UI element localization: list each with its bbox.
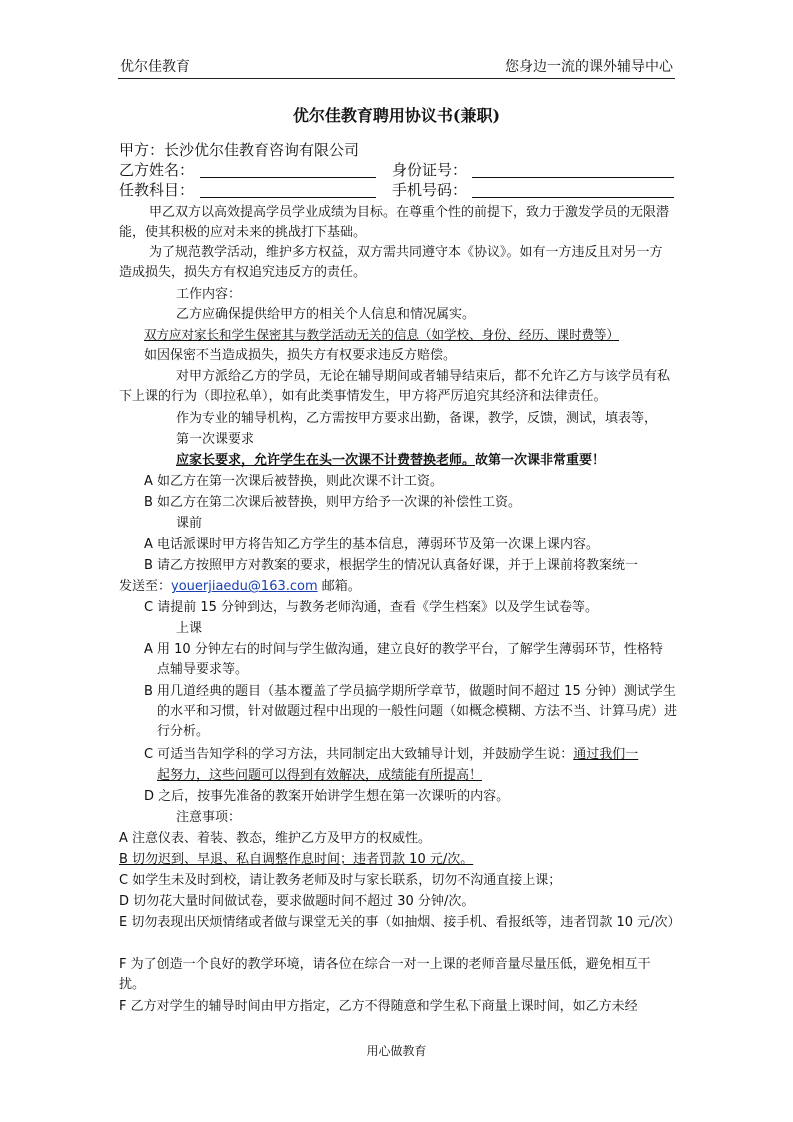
intro-paragraph-2: 为了规范教学活动，维护多方权益，双方需共同遵守本《协议》。如有一方违反且对另一方造成损失，损失方有权追究违反方的责任。 xyxy=(119,245,663,280)
in-class-title: 上课 xyxy=(176,621,203,636)
name-blank[interactable] xyxy=(200,177,376,178)
before-class-b-cont xyxy=(119,577,675,597)
in-class-d: D 之后，按事先准备的教案开始讲学生想在第一次课听的内容。 xyxy=(144,789,510,804)
first-class-note-underlined: 应家长要求，允许学生在头一次课不计费替换老师。 xyxy=(176,453,476,468)
id-blank[interactable] xyxy=(472,177,674,178)
subject-label: 任教科目： xyxy=(119,181,195,199)
id-label: 身份证号： xyxy=(392,161,468,179)
before-class-a: A 电话派课时甲方将告知乙方学生的基本信息，薄弱环节及第一次课上课内容。 xyxy=(144,537,600,552)
mailbox-suffix: 邮箱。 xyxy=(317,579,361,594)
notes-title: 注意事项： xyxy=(176,810,242,825)
work-title: 工作内容： xyxy=(176,287,242,302)
note-c: C 如学生未及时到校，请让教务老师及时与家长联系，切勿不沟通直接上课； xyxy=(119,873,562,888)
note-f: F 为了创造一个良好的教学环境，请各位在综合一对一上课的老师音量尽量压低，避免相互干扰。 xyxy=(119,957,651,992)
first-class-note xyxy=(176,451,676,471)
note-f-2: F 乙方对学生的辅导时间由甲方指定，乙方不得随意和学生私下商量上课时间，如乙方未经 xyxy=(119,999,638,1014)
first-class-b: B 如乙方在第二次课后被替换，则甲方给予一次课的补偿性工资。 xyxy=(144,495,522,510)
subject-blank[interactable] xyxy=(200,197,376,198)
in-class-a: A 用 10 分钟左右的时间与学生做沟通，建立良好的教学平台，了解学生薄弱环节，性格特点辅导要求等。 xyxy=(144,642,663,677)
note-b: B 切勿迟到、早退、私自调整作息时间；违者罚款 10 元/次。 xyxy=(119,852,474,867)
work-item-2-cont: 如因保密不当造成损失，损失方有权要求违反方赔偿。 xyxy=(144,348,457,363)
phone-blank[interactable] xyxy=(472,197,674,198)
name-label: 乙方姓名： xyxy=(119,161,195,179)
work-item-3: 对甲方派给乙方的学员，无论在辅导期间或者辅导结束后，都不允许乙方与该学员有私下上课的行为（即拉私单），如有此类事情发生，甲方将严厉追究其经济和法律责任。 xyxy=(119,369,671,404)
header-right: 您身边一流的课外辅导中心 xyxy=(505,59,673,75)
email-link[interactable]: youerjiaedu@163.com xyxy=(171,579,318,594)
note-d: D 切勿花大量时间做试卷，要求做题时间不超过 30 分钟/次。 xyxy=(119,894,475,909)
header-rule xyxy=(118,78,675,79)
in-class-c-quote-end: 起努力，这些问题可以得到有效解决，成绩能有所提高！ xyxy=(157,768,483,783)
intro-paragraph-1: 甲乙双方以高效提高学员学业成绩为目标。在尊重个性的前提下，致力于激发学员的无限潜能，使其积极的应对未来的挑战打下基础。 xyxy=(119,205,670,240)
first-class-note-rest: 故第一次课非常重要！ xyxy=(475,453,606,468)
work-item-1: 乙方应确保提供给甲方的相关个人信息和情况属实。 xyxy=(176,307,476,322)
note-a: A 注意仪表、着装、教态，维护乙方及甲方的权威性。 xyxy=(119,831,432,846)
phone-label: 手机号码： xyxy=(392,181,468,199)
in-class-c xyxy=(144,745,679,765)
in-class-c-text: C 可适当告知学科的学习方法，共同制定出大致辅导计划，并鼓励学生说： xyxy=(144,747,574,762)
note-e: E 切勿表现出厌烦情绪或者做与课堂无关的事（如抽烟、接手机、看报纸等，违者罚款 10 元/次） xyxy=(119,915,681,930)
in-class-c-cont xyxy=(157,766,675,786)
before-class-c: C 请提前 15 分钟到达，与教务老师沟通，查看《学生档案》以及学生试卷等。 xyxy=(144,600,599,615)
before-class-b: B 请乙方按照甲方对教案的要求，根据学生的情况认真备好课，并于上课前将教案统一 xyxy=(144,558,639,573)
send-to-label: 发送至： xyxy=(119,579,172,594)
first-class-a: A 如乙方在第一次课后被替换，则此次课不计工资。 xyxy=(144,474,444,489)
document-title: 优尔佳教育聘用协议书(兼职) xyxy=(292,106,501,125)
work-item-4: 作为专业的辅导机构，乙方需按甲方要求出勤，备课，教学，反馈，测试，填表等， xyxy=(176,411,658,426)
in-class-c-quote-start: 通过我们一 xyxy=(573,747,639,762)
header-left: 优尔佳教育 xyxy=(120,59,190,75)
page-footer: 用心做教育 xyxy=(366,1044,427,1058)
before-class-title: 课前 xyxy=(176,516,203,531)
in-class-b: B 用几道经典的题目（基本覆盖了学员搞学期所学章节，做题时间不超过 15 分钟）测试学生的水平和习惯，针对做题过程中出现的一般性问题（如概念模糊、方法不当、计算马虎）进行分析。 xyxy=(144,684,678,739)
work-item-2: 双方应对家长和学生保密其与教学活动无关的信息（如学校、身份、经历、课时费等） xyxy=(144,327,620,342)
first-class-title: 第一次课要求 xyxy=(176,432,255,447)
party-a: 甲方：长沙优尔佳教育咨询有限公司 xyxy=(119,141,360,159)
